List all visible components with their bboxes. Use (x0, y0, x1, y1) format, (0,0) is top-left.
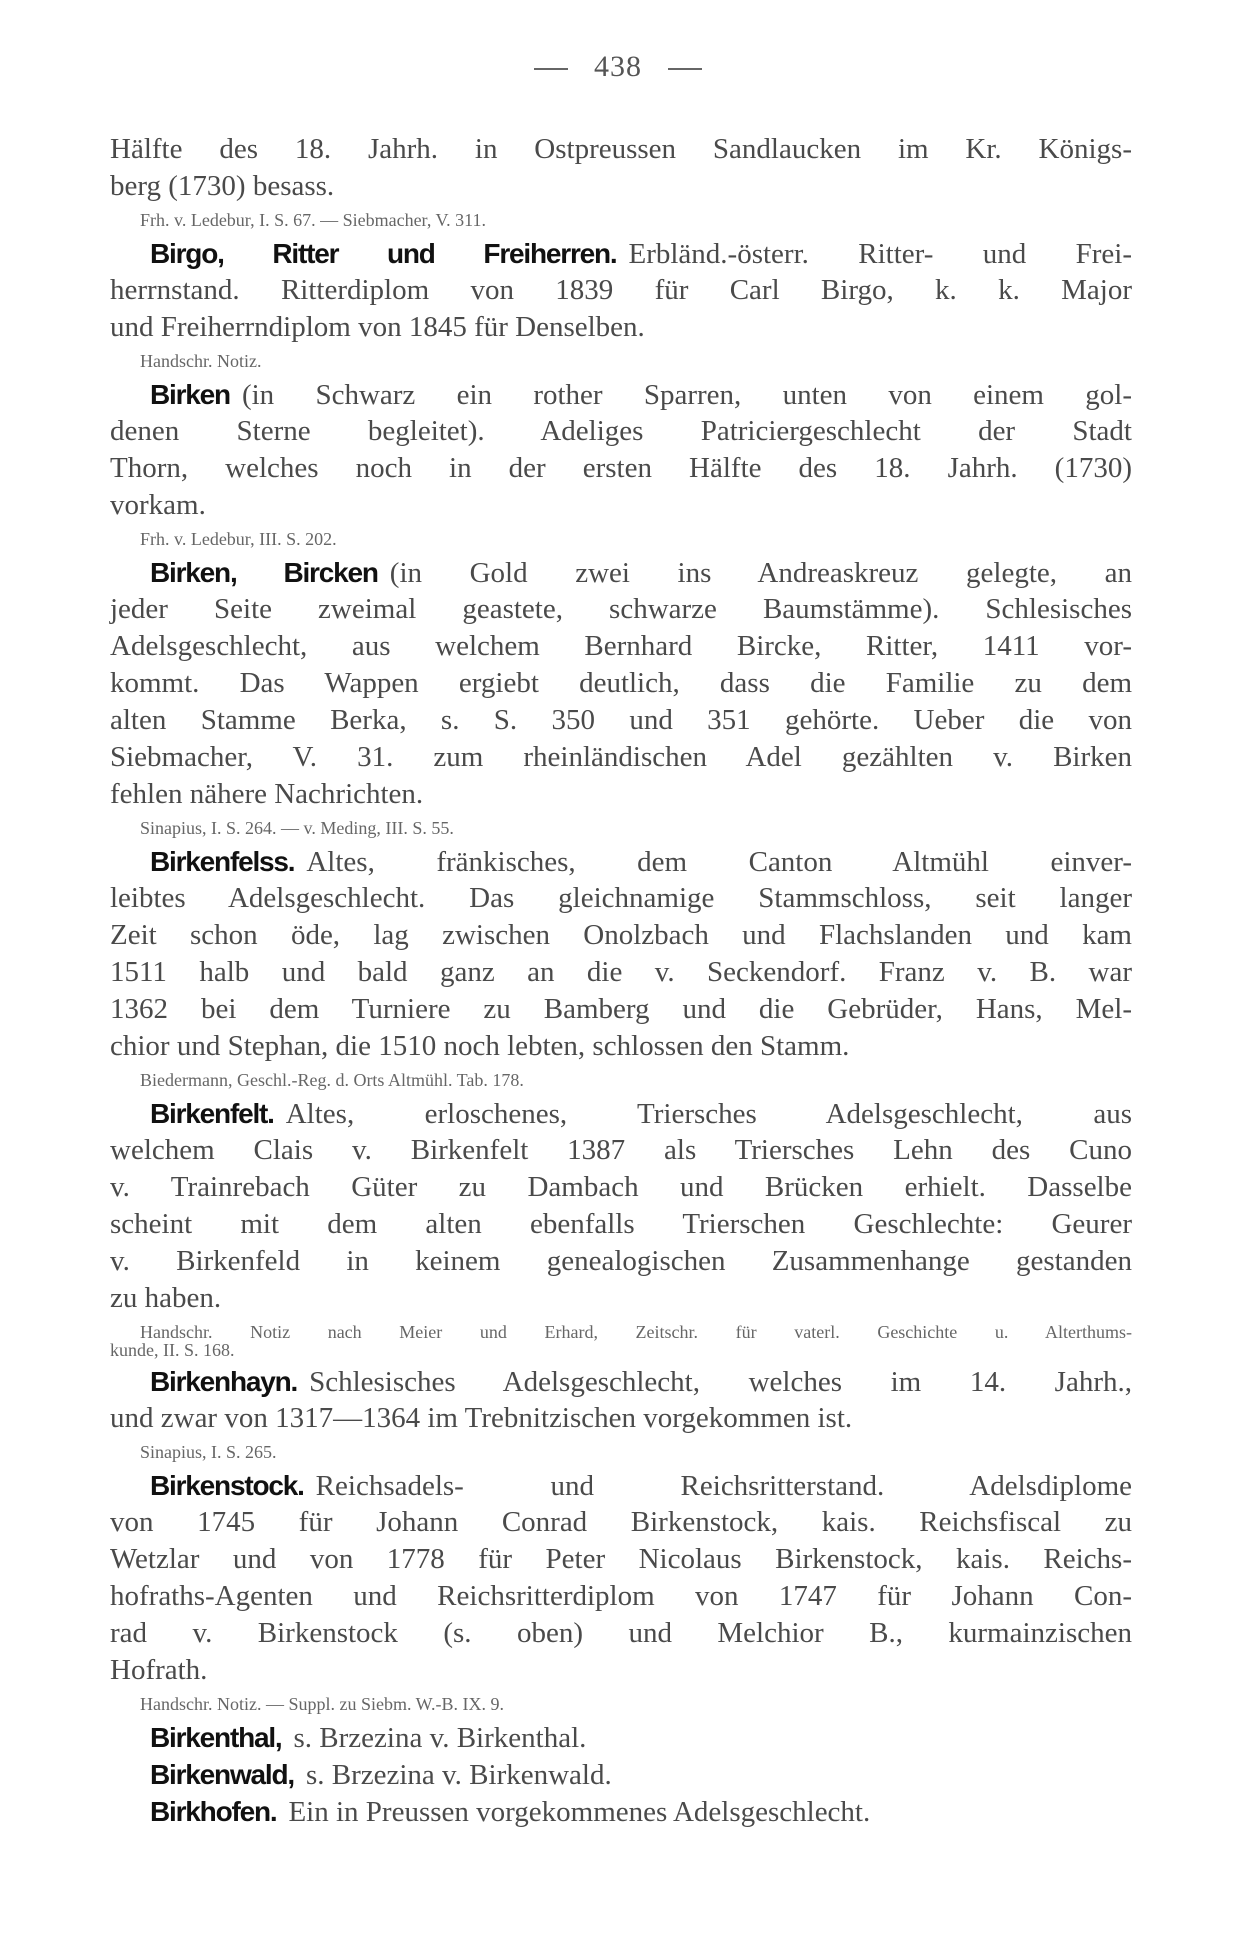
dictionary-entry (110, 1363, 1132, 1467)
entry-line (110, 168, 1132, 205)
entry-line (110, 1504, 1132, 1541)
entry-text: zu haben. (110, 1282, 222, 1314)
entry-line (110, 1793, 1132, 1830)
dictionary-entry (110, 1467, 1132, 1719)
entry-source-citation: Handschr. Notiz. — Suppl. zu Siebm. W.-B. IX. 9. (140, 1694, 504, 1714)
entry-text: 1362 bei dem Turniere zu Bamberg und die Gebrüder, Hans, Mel- (110, 993, 1132, 1025)
dictionary-entry (110, 1756, 1132, 1793)
entry-source-citation: Sinapius, I. S. 265. (140, 1442, 277, 1462)
entry-text: v. Birkenfeld in keinem genealogischen Zusammenhange gestanden (110, 1245, 1132, 1277)
entry-headword: Birkenfelss. (150, 846, 295, 877)
entry-line (110, 450, 1132, 487)
dictionary-entry (110, 1719, 1132, 1756)
entry-line (110, 1243, 1132, 1280)
entry-text: Altes, fränkisches, dem Canton Altmühl einver- (306, 846, 1132, 878)
entry-line (110, 1756, 1132, 1793)
entry-text: s. Brzezina v. Birkenwald. (305, 1759, 612, 1791)
entry-text: (in Schwarz ein rother Sparren, unten von einem gol- (241, 379, 1132, 411)
entry-headword: Birkhofen. (150, 1796, 277, 1827)
entry-text: Reichsadels- und Reichsritterstand. Adelsdiplome (315, 1470, 1132, 1502)
entry-text: Thorn, welches noch in der ersten Hälfte des 18. Jahrh. (1730) (110, 452, 1132, 484)
entry-source-citation: Sinapius, I. S. 264. — v. Meding, III. S. 55. (140, 818, 454, 838)
entry-line (110, 991, 1132, 1028)
entry-text: Ein in Preussen vorgekommenes Adelsgeschlecht. (288, 1796, 871, 1828)
entry-text: jeder Seite zweimal geastete, schwarze Baumstämme). Schlesisches (110, 593, 1132, 625)
entry-text: Hofrath. (110, 1654, 208, 1686)
entry-line (110, 272, 1132, 309)
entry-line (110, 843, 1132, 880)
dictionary-entry (110, 235, 1132, 376)
entry-text: welchem Clais v. Birkenfelt 1387 als Triersches Lehn des Cuno (110, 1134, 1132, 1166)
dictionary-entry (110, 554, 1132, 843)
entry-line (110, 1467, 1132, 1504)
entry-line (110, 880, 1132, 917)
entry-line (110, 591, 1132, 628)
entry-line (110, 1578, 1132, 1615)
entry-source-citation: Biedermann, Geschl.-Reg. d. Orts Altmühl. Tab. 178. (140, 1070, 524, 1090)
entry-text: chior und Stephan, die 1510 noch lebten, schlossen den Stamm. (110, 1030, 850, 1062)
dash-right (668, 68, 702, 70)
entry-text: vorkam. (110, 489, 206, 521)
entry-headword: Birkenfelt. (150, 1098, 274, 1129)
entry-headword: Birkenthal, (150, 1722, 282, 1753)
entry-text: Wetzlar und von 1778 für Peter Nicolaus Birkenstock, kais. Reichs- (110, 1543, 1132, 1575)
entry-line (110, 954, 1132, 991)
entry-line (110, 554, 1132, 591)
entry-line (110, 1541, 1132, 1578)
entry-source-citation: Handschr. Notiz. (140, 351, 262, 371)
entry-line (110, 309, 1132, 346)
entry-source-citation: kunde, II. S. 168. (110, 1340, 235, 1360)
entry-headword: Birkenhayn. (150, 1366, 298, 1397)
entry-text: Siebmacher, V. 31. zum rheinländischen Adel gezählten v. Birken (110, 741, 1132, 773)
entry-text: leibtes Adelsgeschlecht. Das gleichnamige Stammschloss, seit langer (110, 882, 1132, 914)
entry-text: fehlen nähere Nachrichten. (110, 778, 424, 810)
entry-line (110, 702, 1132, 739)
entry-line (110, 1615, 1132, 1652)
entry-text: und Freiherrndiplom von 1845 für Denselben. (110, 311, 645, 343)
entry-text: und zwar von 1317—1364 im Trebnitzischen vorgekommen ist. (110, 1402, 853, 1434)
entry-line (110, 776, 1132, 813)
entries-body (110, 131, 1132, 1830)
entry-text: v. Trainrebach Güter zu Dambach und Brücken erhielt. Dasselbe (110, 1171, 1132, 1203)
entry-text: scheint mit dem alten ebenfalls Trierschen Geschlechte: Geurer (110, 1208, 1132, 1240)
entry-line (110, 665, 1132, 702)
entry-headword: Birkenstock. (150, 1470, 304, 1501)
entry-line (110, 917, 1132, 954)
entry-line (110, 1363, 1132, 1400)
dictionary-entry (110, 1095, 1132, 1363)
entry-text: 1511 halb und bald ganz an die v. Seckendorf. Franz v. B. war (110, 956, 1132, 988)
entry-text: von 1745 für Johann Conrad Birkenstock, kais. Reichsfiscal zu (110, 1506, 1132, 1538)
entry-text: Zeit schon öde, lag zwischen Onolzbach und Flachslanden und kam (110, 919, 1132, 951)
entry-text: Erbländ.-österr. Ritter- und Frei- (628, 238, 1132, 270)
entry-line (110, 235, 1132, 272)
entry-line (110, 1095, 1132, 1132)
entry-source-citation: Frh. v. Ledebur, I. S. 67. — Siebmacher, V. 311. (140, 210, 487, 230)
entry-line (110, 1719, 1132, 1756)
dictionary-entry (110, 376, 1132, 554)
entry-text: Adelsgeschlecht, aus welchem Bernhard Bircke, Ritter, 1411 vor- (110, 630, 1132, 662)
dictionary-entry (110, 1793, 1132, 1830)
entry-line (110, 1028, 1132, 1065)
entry-headword: Birken (150, 379, 230, 410)
entry-line (110, 131, 1132, 168)
dictionary-entry (110, 131, 1132, 235)
entry-line (110, 628, 1132, 665)
entry-text: rad v. Birkenstock (s. oben) und Melchior B., kurmainzischen (110, 1617, 1132, 1649)
entry-line (110, 1169, 1132, 1206)
dash-left (534, 68, 568, 70)
entry-line (110, 413, 1132, 450)
entry-line (110, 739, 1132, 776)
entry-text: hofraths-Agenten und Reichsritterdiplom von 1747 für Johann Con- (110, 1580, 1132, 1612)
entry-line (110, 1652, 1132, 1689)
entry-text: herrnstand. Ritterdiplom von 1839 für Carl Birgo, k. k. Major (110, 274, 1132, 306)
entry-line (110, 1280, 1132, 1317)
entry-text: s. Brzezina v. Birkenthal. (293, 1722, 587, 1754)
page-number-text: 438 (594, 50, 642, 83)
page-number (0, 50, 1236, 84)
entry-headword: Birken, Bircken (150, 557, 378, 588)
entry-text: kommt. Das Wappen ergiebt deutlich, dass die Familie zu dem (110, 667, 1132, 699)
entry-text: Schlesisches Adelsgeschlecht, welches im 14. Jahrh., (309, 1366, 1132, 1398)
entry-text: alten Stamme Berka, s. S. 350 und 351 gehörte. Ueber die von (110, 704, 1132, 736)
entry-source-citation: Handschr. Notiz nach Meier und Erhard, Zeitschr. für vaterl. Geschichte u. Alterthums- (140, 1322, 1132, 1342)
entry-text: (in Gold zwei ins Andreaskreuz gelegte, an (389, 557, 1132, 589)
entry-source-citation: Frh. v. Ledebur, III. S. 202. (140, 529, 337, 549)
entry-line (110, 1400, 1132, 1437)
dictionary-entry (110, 843, 1132, 1095)
entry-line (110, 1132, 1132, 1169)
entry-text: denen Sterne begleitet). Adeliges Patriciergeschlecht der Stadt (110, 415, 1132, 447)
entry-text: Altes, erloschenes, Triersches Adelsgeschlecht, aus (285, 1098, 1132, 1130)
entry-text: Hälfte des 18. Jahrh. in Ostpreussen Sandlaucken im Kr. Königs- (110, 133, 1132, 165)
entry-headword: Birkenwald, (150, 1759, 294, 1790)
entry-line (110, 1206, 1132, 1243)
entry-line (110, 487, 1132, 524)
entry-headword: Birgo, Ritter und Freiherren. (150, 238, 617, 269)
entry-line (110, 376, 1132, 413)
entry-text: berg (1730) besass. (110, 170, 335, 202)
